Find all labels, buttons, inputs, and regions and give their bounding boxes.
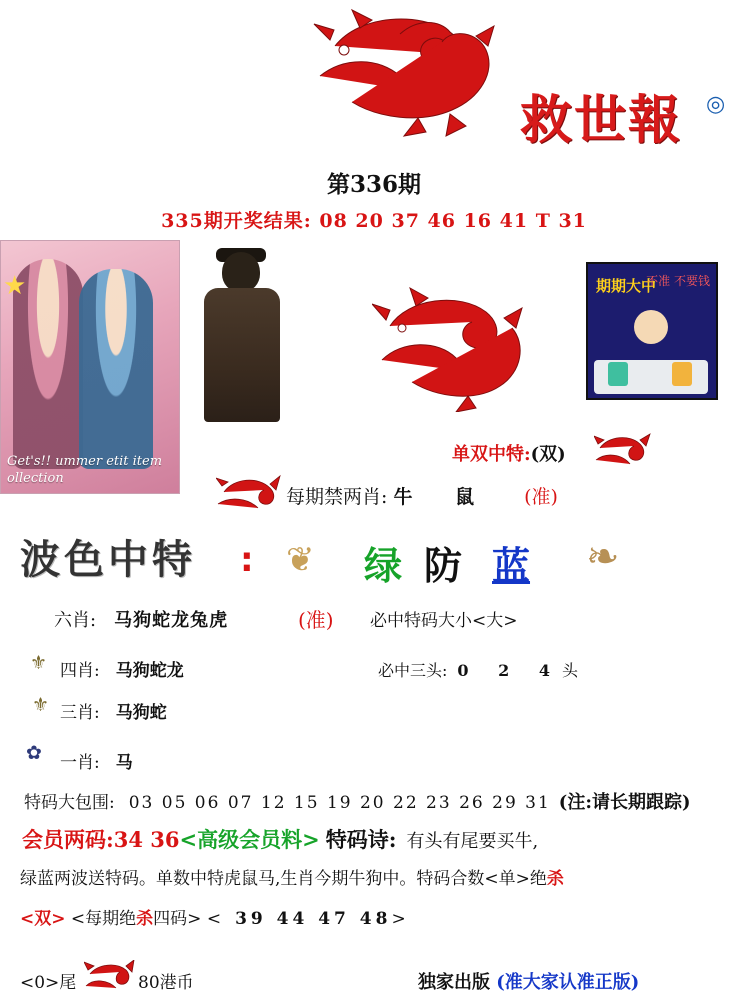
six-zodiac-values: 马狗蛇龙兔虎 bbox=[114, 610, 229, 631]
odd-even-row bbox=[452, 440, 566, 466]
color-special-colon: : bbox=[240, 540, 254, 580]
big-package-label: 特码大包围: bbox=[24, 793, 115, 813]
footer-tail-label: <0>尾 bbox=[20, 973, 77, 993]
one-zodiac-row bbox=[60, 748, 133, 773]
three-head-label: 必中三头: bbox=[378, 661, 448, 680]
member-codes-row bbox=[22, 824, 538, 854]
odd-even-label: 单双中特: bbox=[452, 444, 531, 465]
poem-line3-open-bracket: < bbox=[206, 909, 222, 929]
four-zodiac-label: 四肖: bbox=[60, 661, 100, 681]
member-codes-label: 会员两码: bbox=[22, 827, 114, 852]
six-zodiac-accuracy-tag: (准) bbox=[298, 608, 334, 632]
one-zodiac-label: 一肖: bbox=[60, 753, 100, 773]
footer-publisher: 独家出版 bbox=[418, 972, 490, 993]
poem-line3-jue: 绝 bbox=[119, 909, 137, 929]
red-dragon-logo bbox=[300, 6, 530, 156]
six-zodiac-row bbox=[54, 606, 228, 632]
issue-number: 第336期 bbox=[326, 171, 421, 198]
fleur-icon-2: ⚜ bbox=[32, 694, 50, 716]
forbidden-accuracy-tag: (准) bbox=[524, 486, 558, 508]
rosette-icon: ✿ bbox=[26, 742, 42, 764]
four-zodiac-row bbox=[60, 656, 184, 681]
photo-girls bbox=[0, 240, 180, 494]
color-green-value: 绿 bbox=[364, 543, 403, 588]
masthead bbox=[0, 0, 748, 165]
footer-authenticity-note: (准大家认准正版) bbox=[496, 972, 640, 993]
poem-line2-text: 绿蓝两波送特码。单数中特虎鼠马,生肖今期牛狗中。 bbox=[20, 869, 417, 889]
footer-left bbox=[20, 968, 76, 993]
vip-material-tag: <高级会员料> bbox=[179, 827, 320, 852]
forbidden-label: 每期禁两肖: bbox=[286, 486, 388, 508]
three-head-row bbox=[378, 658, 578, 681]
poem-line2-sum: 特码合数<单> bbox=[416, 869, 530, 889]
three-head-unit: 头 bbox=[561, 661, 578, 680]
forbidden-zodiac-row bbox=[286, 482, 558, 509]
special-poem-line3 bbox=[20, 904, 406, 929]
three-zodiac-row bbox=[60, 698, 167, 723]
three-head-nums: 0 2 4 bbox=[457, 661, 562, 680]
color-special-title: 波色中特 bbox=[20, 536, 196, 583]
poem-line3-double: <双> bbox=[20, 909, 66, 929]
photo-tv-face bbox=[634, 310, 668, 344]
brand-title: 救世報 bbox=[520, 90, 683, 151]
poem-line3-sha: 杀 bbox=[136, 909, 154, 929]
star-icon: ★ bbox=[3, 271, 27, 301]
forbidden-zodiac-value: 牛 鼠 bbox=[393, 486, 493, 508]
photo-man bbox=[196, 252, 288, 422]
photo-man-body bbox=[204, 288, 280, 422]
big-package-row bbox=[24, 788, 690, 814]
footer-right bbox=[418, 968, 639, 994]
angel-icon-right: ❧ bbox=[586, 534, 620, 580]
photo-figure-right bbox=[79, 269, 153, 469]
previous-draw-result: 335期开奖结果: 08 20 37 46 16 41 T 31 bbox=[161, 210, 587, 232]
photo-tv-caption: 期期大中 bbox=[596, 277, 657, 295]
photo-tv-caption-secondary: 不准 不要钱 bbox=[646, 274, 710, 288]
six-zodiac-label: 六肖: bbox=[54, 610, 97, 631]
three-zodiac-values: 马狗蛇 bbox=[115, 703, 167, 723]
poem-line2-jue: 绝 bbox=[529, 869, 547, 889]
small-dragon-icon-1 bbox=[594, 432, 652, 472]
big-package-nums: 03 05 06 07 12 15 19 20 22 23 26 29 31 bbox=[128, 793, 551, 813]
footer-price: 80港币 bbox=[138, 973, 194, 993]
special-poem-line1: 有头有尾要买牛, bbox=[406, 831, 539, 852]
small-dragon-icon-3 bbox=[84, 960, 136, 996]
odd-even-value: (双) bbox=[530, 444, 566, 465]
member-codes-nums: 34 36 bbox=[113, 827, 180, 852]
color-fang-label: 防 bbox=[424, 543, 463, 588]
poem-line3-close-bracket: > bbox=[391, 909, 406, 929]
big-package-note: (注:请长期跟踪) bbox=[558, 792, 691, 813]
four-zodiac-values: 马狗蛇龙 bbox=[115, 661, 184, 681]
poem-line3-each: <每期 bbox=[70, 909, 120, 929]
photo-tv-host bbox=[586, 262, 718, 400]
one-zodiac-values: 马 bbox=[115, 753, 133, 773]
photo-man-head bbox=[222, 252, 260, 292]
three-zodiac-label: 三肖: bbox=[60, 703, 100, 723]
brand-mark-icon: ◎ bbox=[706, 92, 726, 117]
photo-girls-caption: Get's!! ummer etit item ollection bbox=[7, 454, 163, 486]
color-blue-value: 蓝 bbox=[492, 543, 531, 588]
special-size-row: 必中特码大小<大> bbox=[370, 611, 518, 631]
small-dragon-icon-2 bbox=[216, 474, 282, 516]
special-poem-label: 特码诗: bbox=[325, 827, 397, 852]
photo-tv-cup-left bbox=[608, 362, 628, 386]
poem-line2-sha: 杀 bbox=[546, 869, 564, 889]
poem-line3-four: 四码> bbox=[153, 909, 202, 929]
fleur-icon-1: ⚜ bbox=[30, 652, 48, 674]
photo-tv-cup-right bbox=[672, 362, 692, 386]
red-dragon-illustration bbox=[372, 282, 532, 412]
poem-line3-nums: 39 44 47 48 bbox=[235, 909, 392, 929]
angel-icon-left: ❦ bbox=[286, 540, 315, 580]
special-poem-line2 bbox=[20, 864, 564, 889]
